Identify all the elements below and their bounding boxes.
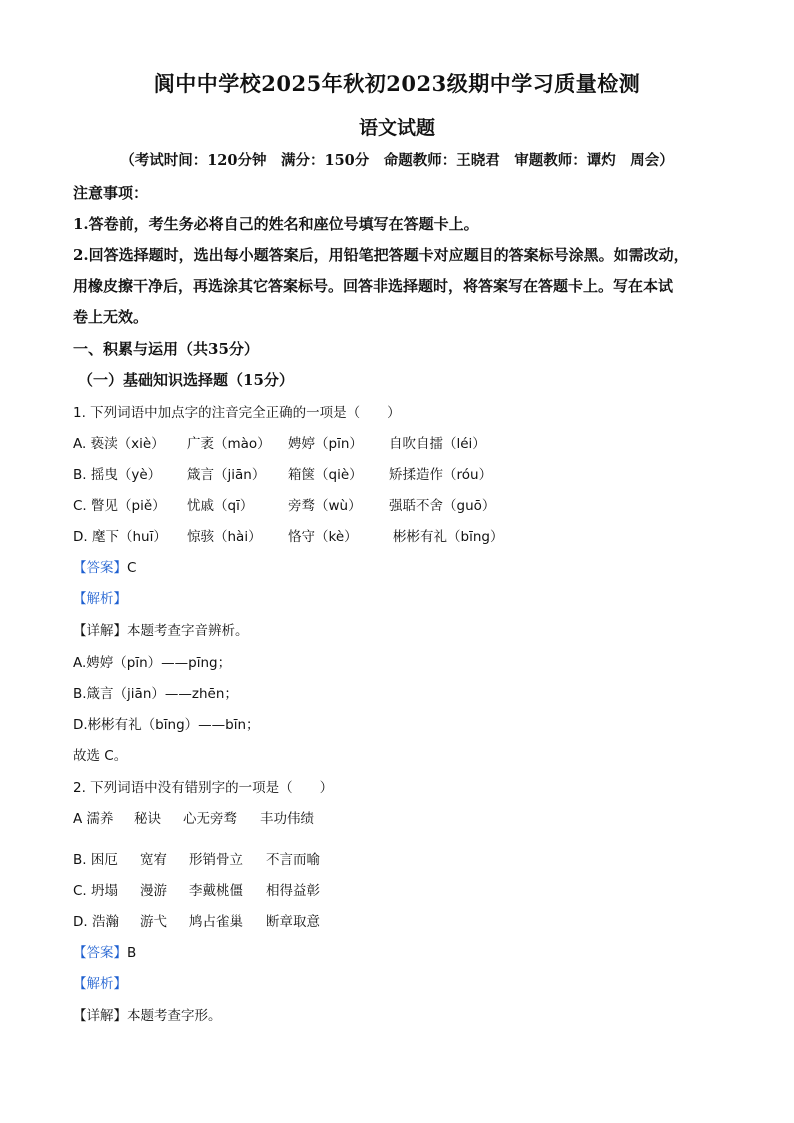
notes-heading: 注意事项： bbox=[73, 184, 149, 202]
q1-d-3: 恪守（kè） bbox=[288, 529, 358, 545]
q2-c-2: 漫游 bbox=[140, 883, 167, 899]
q2-stem: 2. 下列词语中没有错别字的一项是（ ） bbox=[73, 780, 334, 796]
q1-stem: 1. 下列词语中加点字的注音完全正确的一项是（ ） bbox=[73, 405, 401, 421]
q2-c-1: C. 坍塌 bbox=[73, 883, 119, 899]
q2-c-3: 李戴桃僵 bbox=[189, 883, 243, 899]
q1-b-1: B. 摇曳（yè） bbox=[73, 467, 162, 483]
q1-answer-tag: 【答案】 bbox=[73, 560, 127, 576]
q2-b-1: B. 困厄 bbox=[73, 852, 118, 868]
q2-d-3: 鸠占雀巢 bbox=[189, 914, 243, 930]
subsection-heading: （一）基础知识选择题（15分） bbox=[78, 371, 294, 389]
q2-c-4: 相得益彰 bbox=[266, 883, 320, 899]
exam-title: 阆中中学校2025年秋初2023级期中学习质量检测 bbox=[153, 71, 641, 96]
q1-a-4: 自吹自擂（léi） bbox=[389, 436, 486, 452]
q1-c-1: C. 瞥见（piě） bbox=[73, 498, 166, 514]
section-heading: 一、积累与运用（共35分） bbox=[73, 340, 259, 358]
q1-detail bbox=[73, 619, 249, 639]
q1-detail-tag: 【详解】 bbox=[73, 623, 127, 639]
q2-detail-text: 本题考查字形。 bbox=[127, 1008, 222, 1024]
q2-answer-value: B bbox=[127, 945, 137, 961]
q1-fix-b: B.箴言（jiān）——zhēn； bbox=[73, 686, 238, 702]
q2-a-3: 心无旁骛 bbox=[183, 811, 237, 827]
q1-analysis-tag: 【解析】 bbox=[73, 591, 127, 607]
q1-option-a bbox=[73, 432, 486, 452]
q1-a-1: A. 亵渎（xiè） bbox=[73, 436, 165, 452]
q2-detail-tag: 【详解】 bbox=[73, 1008, 127, 1024]
q2-d-2: 游弋 bbox=[140, 914, 167, 930]
q1-fix-d: D.彬彬有礼（bīng）——bīn； bbox=[73, 717, 260, 733]
q1-c-3: 旁骛（wù） bbox=[288, 498, 362, 514]
q2-answer-tag: 【答案】 bbox=[73, 945, 127, 961]
q1-d-2: 惊骇（hài） bbox=[187, 529, 262, 545]
q1-conclusion: 故选 C。 bbox=[73, 748, 128, 764]
q2-option-a bbox=[73, 807, 314, 827]
q1-c-4: 强聒不舍（guō） bbox=[389, 498, 496, 514]
q1-fix-a: A.娉婷（pīn）——pīng； bbox=[73, 655, 232, 671]
q1-option-c bbox=[73, 494, 495, 514]
q1-a-2: 广袤（mào） bbox=[187, 436, 271, 452]
exam-meta: （考试时间：120分钟 满分：150分 命题教师：王晓君 审题教师：谭灼 周会） bbox=[120, 152, 674, 169]
q1-c-2: 忧戚（qī） bbox=[187, 498, 254, 514]
q1-answer-value: C bbox=[127, 560, 137, 576]
q1-b-2: 箴言（jiān） bbox=[187, 467, 266, 483]
q2-b-2: 宽宥 bbox=[140, 852, 167, 868]
note-2-line-2: 用橡皮擦干净后，再选涂其它答案标号。回答非选择题时，将答案写在答题卡上。写在本试 bbox=[73, 277, 674, 295]
q2-d-4: 断章取意 bbox=[266, 914, 320, 930]
q2-b-4: 不言而喻 bbox=[266, 852, 320, 868]
q1-b-4: 矫揉造作（róu） bbox=[389, 467, 493, 483]
q1-answer bbox=[73, 556, 136, 576]
q1-detail-text: 本题考查字音辨析。 bbox=[127, 623, 249, 639]
q2-d-1: D. 浩瀚 bbox=[73, 914, 119, 930]
q2-a-4: 丰功伟绩 bbox=[260, 811, 314, 827]
q1-d-4: 彬彬有礼（bīng） bbox=[393, 529, 504, 545]
note-2-line-3: 卷上无效。 bbox=[73, 308, 149, 326]
q2-option-b bbox=[73, 848, 320, 868]
note-1: 1.答卷前，考生务必将自己的姓名和座位号填写在答题卡上。 bbox=[73, 215, 479, 233]
q2-a-1: A 濡养 bbox=[73, 811, 114, 827]
q2-b-3: 形销骨立 bbox=[189, 852, 243, 868]
q2-option-c bbox=[73, 879, 320, 899]
q2-a-2: 秘诀 bbox=[134, 811, 161, 827]
q2-answer bbox=[73, 941, 136, 961]
exam-subject: 语文试题 bbox=[358, 117, 435, 139]
q1-d-1: D. 麾下（huī） bbox=[73, 529, 167, 545]
q1-option-d bbox=[73, 525, 503, 545]
q2-detail bbox=[73, 1004, 222, 1024]
q2-option-d bbox=[73, 910, 320, 930]
q2-analysis-tag: 【解析】 bbox=[73, 976, 127, 992]
note-2-line-1: 2.回答选择题时，选出每小题答案后，用铅笔把答题卡对应题目的答案标号涂黑。如需改动， bbox=[73, 246, 689, 264]
q1-option-b bbox=[73, 463, 492, 483]
q1-b-3: 箱箧（qiè） bbox=[288, 467, 363, 483]
q1-a-3: 娉婷（pīn） bbox=[288, 436, 363, 452]
